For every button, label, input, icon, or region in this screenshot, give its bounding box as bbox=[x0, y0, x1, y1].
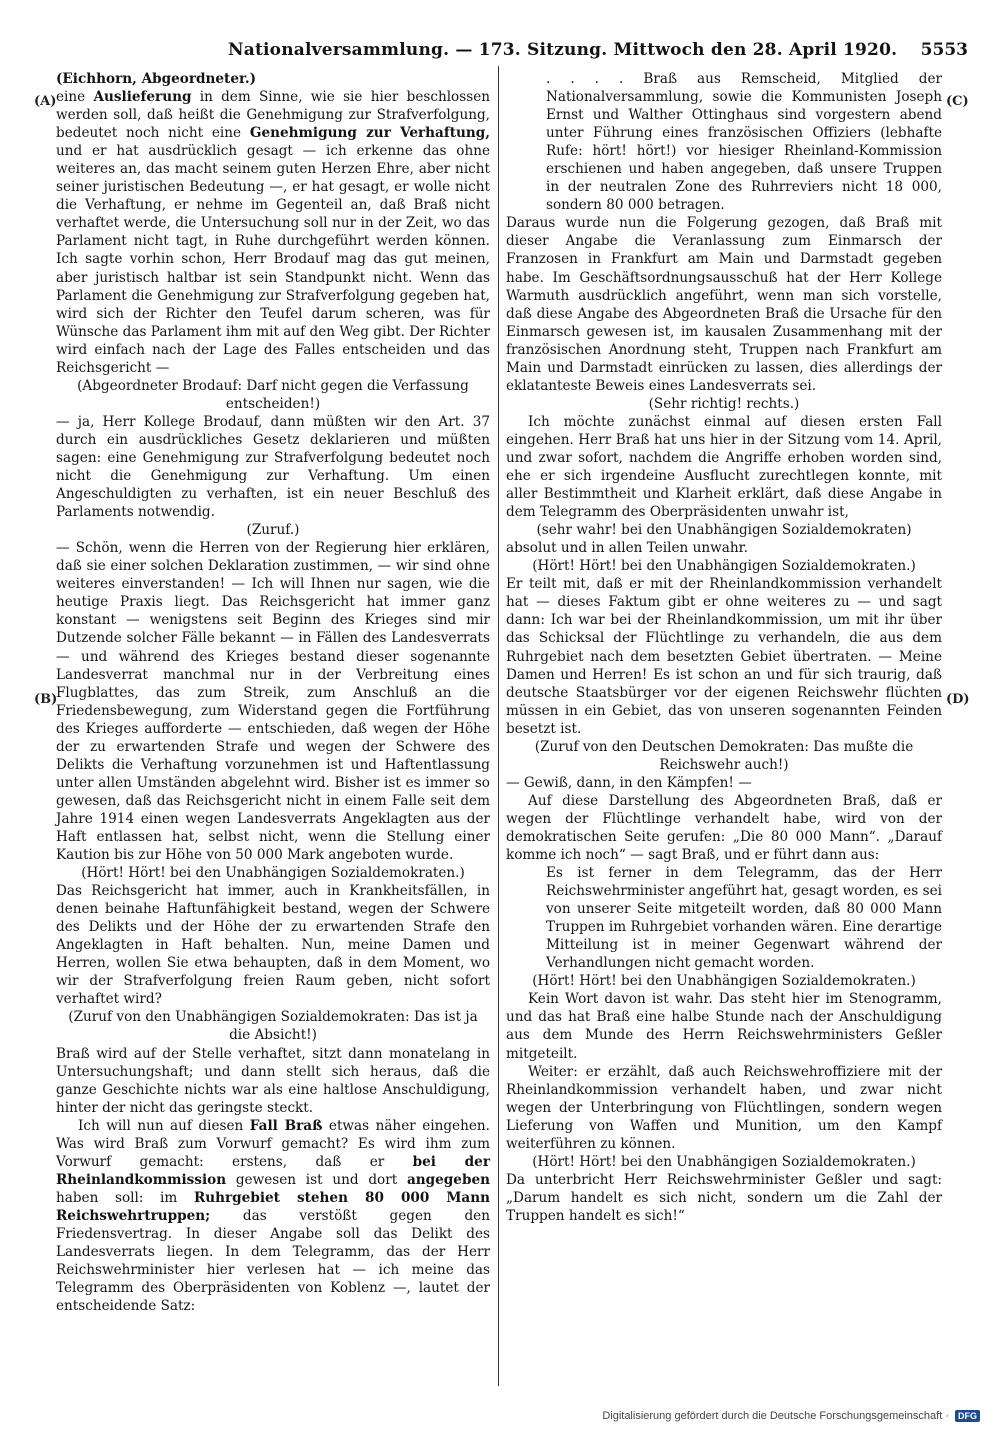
footer bbox=[602, 1410, 980, 1422]
paragraph bbox=[56, 88, 490, 377]
paragraph: — Schön, wenn die Herren von der Regierung hier erklären, daß sie einer solchen Deklaration zustimmen, — wir sind ohne weiteres einverstanden! — Ich will Ihnen nur sagen, wie die heutige Praxis liegt. Das Reichsgericht hat immer ganz konstant — wenigstens seit Beginn des Krieges sind mir Dutzende solcher Fälle bekannt — in Fällen des Landesverrats — und während des Krieges bestand dieser sogenannte Landesverrat manchmal nur in der Verbreitung eines Flugblattes, das zum Streik, zum Anschluß an die Friedensbewegung, zum Widerstand gegen die Fortführung des Krieges aufforderte — entschieden, daß wegen der Höhe der zu erwartenden Strafe und wegen der Schwere des Delikts die Verhaftung vorzunehmen ist und Haftentlassung unter allen Umständen abgelehnt wird. Bisher ist es immer so gewesen, daß das Reichsgericht nicht in einem Falle seit dem Jahre 1914 einen wegen Landesverrats Angeklagten aus der Haft entlassen hat, selbst nicht, wenn die Stellung einer Kaution bis zur Höhe von 50 000 Mark angeboten wurde. bbox=[56, 540, 490, 864]
right-column bbox=[506, 70, 942, 1225]
emphasis: bei der Rheinlandkommission bbox=[56, 1153, 490, 1188]
text-run: Ich will nun auf diesen bbox=[78, 1117, 250, 1134]
dfg-logo: DFG bbox=[955, 1410, 980, 1422]
speaker-label: (Eichhorn, Abgeordneter.) bbox=[56, 71, 257, 87]
text-run: das verstößt gegen den Friedensvertrag. In dieser Angabe soll das Delikt des Landesverrats liegen. In dem Telegramm, das der Herr Reichswehrminister hier verlesen hat — ich meine das Telegramm des Oberpräsidenten von Koblenz —, lautet der entscheidende Satz: bbox=[56, 1207, 490, 1315]
paragraph: Er teilt mit, daß er mit der Rheinlandkommission verhandelt hat — dieses Faktum gibt er ohne weiteres zu — und sagt dann: Ich war bei der Rheinlandkommission, um mit ihr über das Schicksal der Flüchtlinge zu verhandeln, die aus dem Ruhrgebiet nach dem besetzten Gebiet übertraten. — Meine Damen und Herren! Es ist schon an und für sich traurig, daß deutsche Staatsbürger vor der eigenen Reichswehr flüchten müssen in ein Gebiet, das von unseren sogenannten Feinden besetzt ist. bbox=[506, 576, 942, 737]
left-column bbox=[56, 70, 490, 1315]
emphasis: Fall Braß bbox=[249, 1117, 323, 1134]
text-run: in dem Sinne, wie sie hier beschlossen werden soll, daß heißt die Genehmigung zur Strafverfolgung, bedeutet noch nicht eine bbox=[56, 89, 490, 142]
quotation: . . . . Braß aus Remscheid, Mitglied der Nationalversammlung, sowie die Kommunisten Joseph Ernst und Walther Ottinghaus sind vorgestern abend unter Führung eines französischen Offiziers (lebhafte Rufe: hört! hört!) vor hiesiger Rheinland-Kommission erschienen und haben angegeben, daß unsere Truppen in der neutralen Zone des Ruhrreviers nicht 18 000, sondern 80 000 betragen. bbox=[546, 71, 942, 214]
emphasis: Auslieferung bbox=[93, 89, 192, 106]
text-run: eine bbox=[56, 89, 94, 106]
paragraph bbox=[56, 1117, 490, 1316]
quotation: Es ist ferner in dem Telegramm, das der Herr Reichswehrminister angeführt hat, gesagt worden, es sei von unserer Seite mitgeteilt worden, daß 80 000 Mann Truppen im Ruhrgebiet vorhanden wären. Eine derartige Mitteilung ist in meiner Gegenwart während der Verhandlungen nicht gemacht worden. bbox=[546, 865, 942, 972]
paragraph: — ja, Herr Kollege Brodauf, dann müßten wir den Art. 37 durch ein ausdrückliches Gesetz deklarieren und müßten sagen: eine Genehmigung zur Strafverfolgung bedeutet noch nicht die Genehmigung zur Verhaftung. Um einen Angeschuldigten zu verhaften, ist ein neuer Beschluß des Parlaments notwendig. bbox=[56, 413, 490, 521]
paragraph: Da unterbricht Herr Reichswehrminister Geßler und sagt: „Darum handelt es sich nicht, sondern um die Zahl der Truppen handelt es sich!“ bbox=[506, 1171, 942, 1224]
running-title: Nationalversammlung. — 173. Sitzung. Mittwoch den 28. April 1920. bbox=[228, 40, 898, 60]
interjection: (Zuruf von den Unabhängigen Sozialdemokraten: Das ist ja die Absicht!) bbox=[68, 1009, 478, 1044]
paragraph: — Gewiß, dann, in den Kämpfen! — bbox=[506, 774, 752, 791]
emphasis: Genehmigung zur Verhaftung, bbox=[249, 125, 490, 142]
interjection: (Hört! Hört! bei den Unabhängigen Sozialdemokraten.) bbox=[532, 558, 916, 575]
interjection: (Hört! Hört! bei den Unabhängigen Sozialdemokraten.) bbox=[81, 865, 465, 882]
text-run: gewesen ist und dort bbox=[226, 1171, 407, 1188]
text-run: haben soll: im bbox=[56, 1189, 194, 1206]
page-number: 5553 bbox=[920, 40, 968, 60]
paragraph: Braß wird auf der Stelle verhaftet, sitzt dann monatelang in Untersuchungshaft; und dann stellt sich heraus, daß die ganze Geschichte nichts war als eine haltlose Anschuldigung, hinter der nicht das geringste steckt. bbox=[56, 1045, 490, 1116]
paragraph: Auf diese Darstellung des Abgeordneten Braß, daß er wegen der Flüchtlinge verhandelt habe, wird von der demokratischen Seite gerufen: „Die 80 000 Mann“. „Darauf komme ich noch“ — sagt Braß, und er führt dann aus: bbox=[506, 792, 942, 864]
interjection: (Abgeordneter Brodauf: Darf nicht gegen die Verfassung entscheiden!) bbox=[77, 377, 469, 412]
interjection: (Hört! Hört! bei den Unabhängigen Sozialdemokraten.) bbox=[532, 973, 916, 990]
margin-letter-b: (B) bbox=[34, 692, 58, 707]
interjection: (Zuruf von den Deutschen Demokraten: Das mußte die Reichswehr auch!) bbox=[534, 738, 914, 773]
margin-letter-a: (A) bbox=[34, 94, 57, 109]
margin-letter-c: (C) bbox=[946, 94, 969, 109]
page-header bbox=[30, 18, 980, 66]
paragraph: Weiter: er erzählt, daß auch Reichswehroffiziere mit der Rheinlandkommission verhandelt haben, und zwar nicht wegen der Unterbringung von Flüchtlingen, sondern wegen Lieferung von Waffen und Munition, um den Kampf weiterführen zu können. bbox=[506, 1063, 942, 1152]
footer-credit: Digitalisierung gefördert durch die Deutsche Forschungsgemeinschaft · bbox=[602, 1410, 949, 1422]
column-divider bbox=[498, 66, 499, 1386]
emphasis: Ruhrgebiet stehen 80 000 Mann Reichswehrtruppen; bbox=[56, 1189, 490, 1224]
interjection: (sehr wahr! bei den Unabhängigen Sozialdemokraten) bbox=[536, 522, 912, 539]
paragraph: Daraus wurde nun die Folgerung gezogen, daß Braß mit dieser Angabe die Veranlassung zum Einmarsch der Franzosen in Frankfurt am Main und Darmstadt gegeben habe. Im Geschäftsordnungsausschuß hat der Herr Kollege Warmuth ausdrücklich angeführt, wenn man sich vorstelle, daß diese Angabe des Abgeordneten Braß die Ursache für den Einmarsch gewesen ist, im kausalen Zusammenhang mit der französischen Anordnung steht, Truppen nach Frankfurt am Main und Darmstadt einrücken zu lassen, dies allerdings der eklatanteste Beweis eines Landesverrats sei. bbox=[506, 215, 942, 394]
margin-letter-d: (D) bbox=[946, 692, 970, 707]
paragraph: Ich möchte zunächst einmal auf diesen ersten Fall eingehen. Herr Braß hat uns hier in der Sitzung vom 14. April, und zwar sofort, nachdem die Angriffe erhoben worden sind, ehe er sich irgendeine Ausflucht zurechtlegen konnte, mit aller Bestimmtheit und Klarheit erklärt, daß diese Angabe in dem Telegramm des Oberpräsidenten unwahr ist, bbox=[506, 413, 942, 521]
interjection: (Zuruf.) bbox=[246, 522, 300, 539]
text-run: und er hat ausdrücklich gesagt — ich erkenne das ohne weiteres an, das macht seinem guten Herzen Ehre, aber nicht seiner juristischen Bedeutung —, er hat gesagt, er wolle nicht die Verhaftung, er nehme im Gegenteil an, daß Braß nicht verhaftet werde, die Untersuchung soll nur in der Zeit, wo das Parlament nicht tagt, in Ruhe durchgeführt werden können. Ich sagte vorhin schon, Herr Brodauf mag das gut meinen, aber juristisch haltbar ist sein Standpunkt nicht. Wenn das Parlament die Genehmigung zur Strafverfolgung gegeben hat, wird sich der Richter den Teufel darum scheren, was für Wünsche das Parlament ihm mit auf den Weg gibt. Der Richter wird einfach nach der Lage des Falles entscheiden und das Reichsgericht — bbox=[56, 143, 490, 376]
paragraph: Das Reichsgericht hat immer, auch in Krankheitsfällen, in denen beinahe Haftunfähigkeit bestand, wegen der Schwere des Delikts und der Höhe der zu erwartenden Strafe den Angeklagten in Haft behalten. Nun, meine Damen und Herren, wollen Sie etwa behaupten, daß in dem Moment, wo wir der Strafverfolgung freien Raum geben, nicht sofort verhaftet wird? bbox=[56, 883, 490, 1008]
interjection: (Sehr richtig! rechts.) bbox=[648, 395, 800, 412]
paragraph: Kein Wort davon ist wahr. Das steht hier im Stenogramm, und das hat Braß eine halbe Stunde nach der Anschuldigung aus dem Munde des Herrn Reichswehrministers Geßler mitgeteilt. bbox=[506, 991, 942, 1062]
interjection: (Hört! Hört! bei den Unabhängigen Sozialdemokraten.) bbox=[532, 1153, 916, 1170]
text-run: etwas näher eingehen. Was wird Braß zum Vorwurf gemacht? Es wird ihm zum Vorwurf gemacht: erstens, daß er bbox=[56, 1117, 490, 1170]
emphasis: angegeben bbox=[406, 1171, 490, 1188]
paragraph: absolut und in allen Teilen unwahr. bbox=[506, 540, 748, 557]
